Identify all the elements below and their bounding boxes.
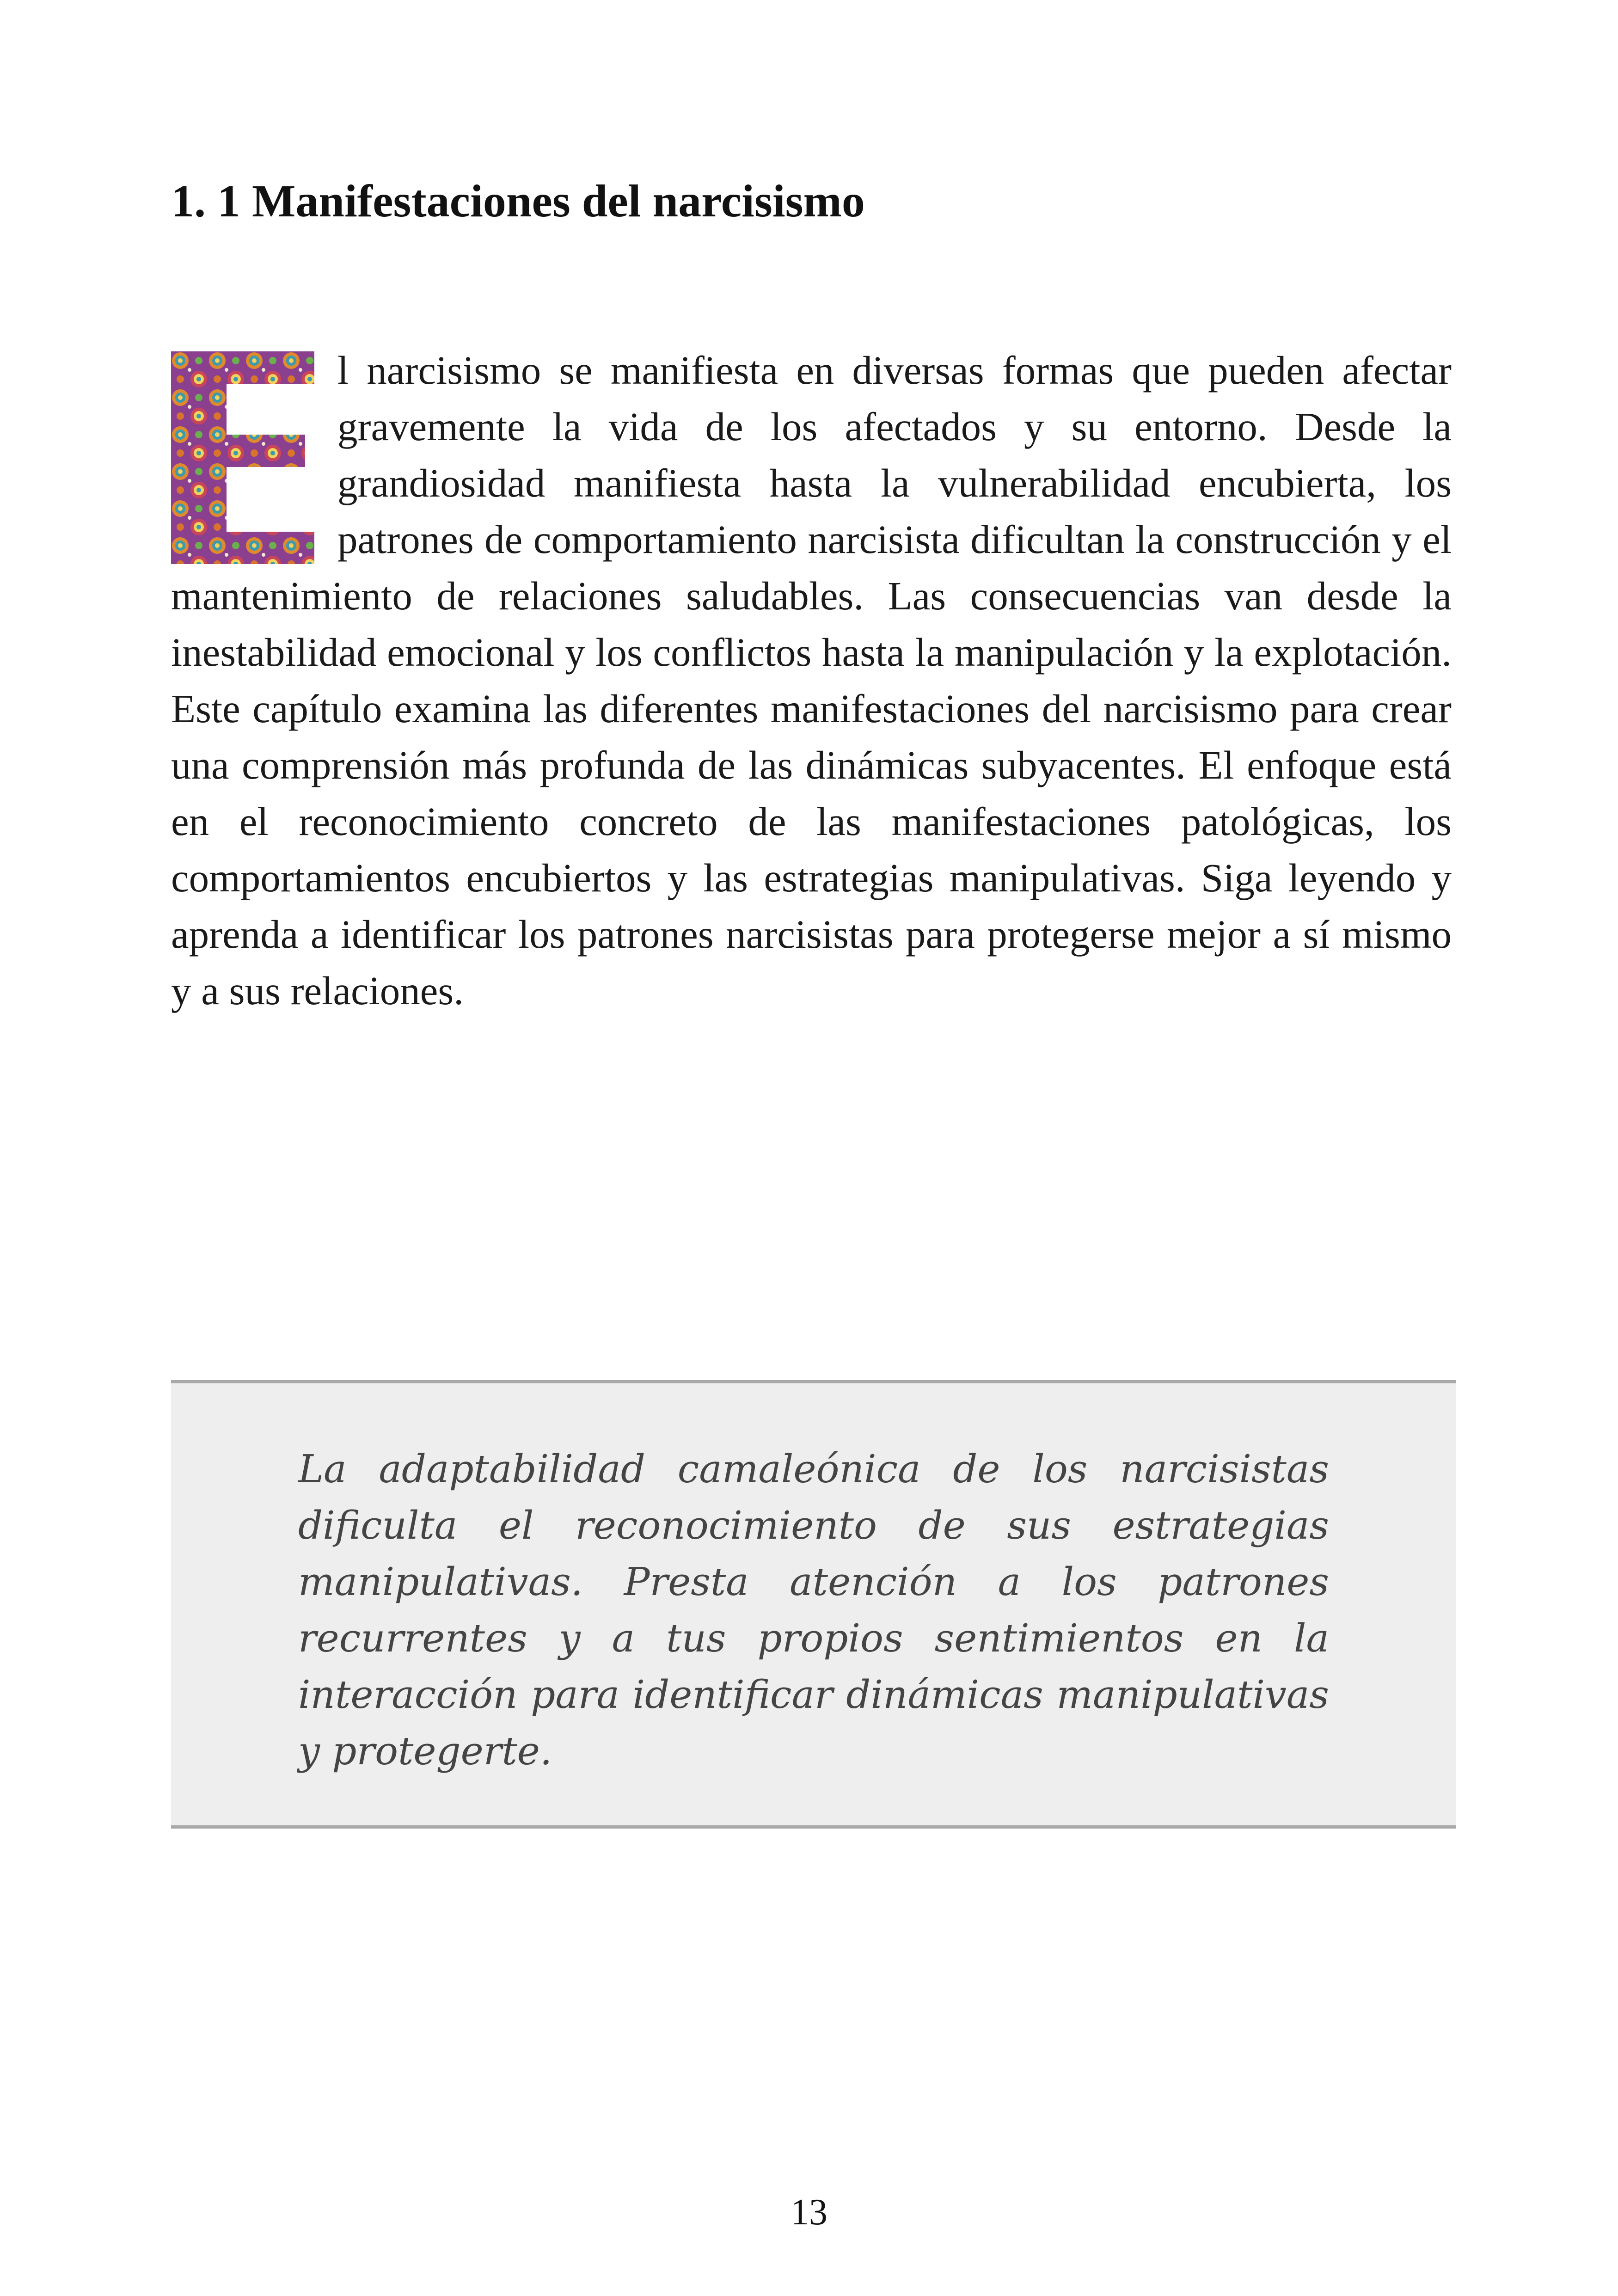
section-heading: 1. 1 Manifestaciones del narcisismo	[171, 175, 865, 227]
callout-text: La adaptabilidad camaleónica de los narcisistas dificulta el reconocimiento de sus estrategias manipulativas. Presta atención a los patrones recurrentes y a tus propios sentimientos en la interacción para identificar dinámicas manipulativas y protegerte.	[298, 1447, 1329, 1774]
decorative-dropcap-e	[171, 351, 314, 564]
tip-callout-box	[171, 1380, 1456, 1829]
page-number: 13	[791, 2192, 827, 2233]
intro-paragraph	[171, 342, 1452, 1019]
intro-text: l narcisismo se manifiesta en diversas formas que pueden afectar gravemente la vida de los afectados y su entorno. Desde la grandiosidad manifiesta hasta la vulnerabilidad encubierta, los patrones de comportamiento narcisista dificultan la construcción y el mantenimiento de relaciones saludables. Las consecuencias van desde la inestabilidad emocional y los conflictos hasta la manipulación y la explotación. Este capítulo examina las diferentes manifestaciones del narcisismo para crear una comprensión más profunda de las dinámicas subyacentes. El enfoque está en el reconocimiento concreto de las manifestaciones patológicas, los comportamientos encubiertos y las estrategias manipulativas. Siga leyendo y aprenda a identificar los patrones narcisistas para protegerse mejor a sí mismo y a sus relaciones.	[171, 348, 1452, 1013]
